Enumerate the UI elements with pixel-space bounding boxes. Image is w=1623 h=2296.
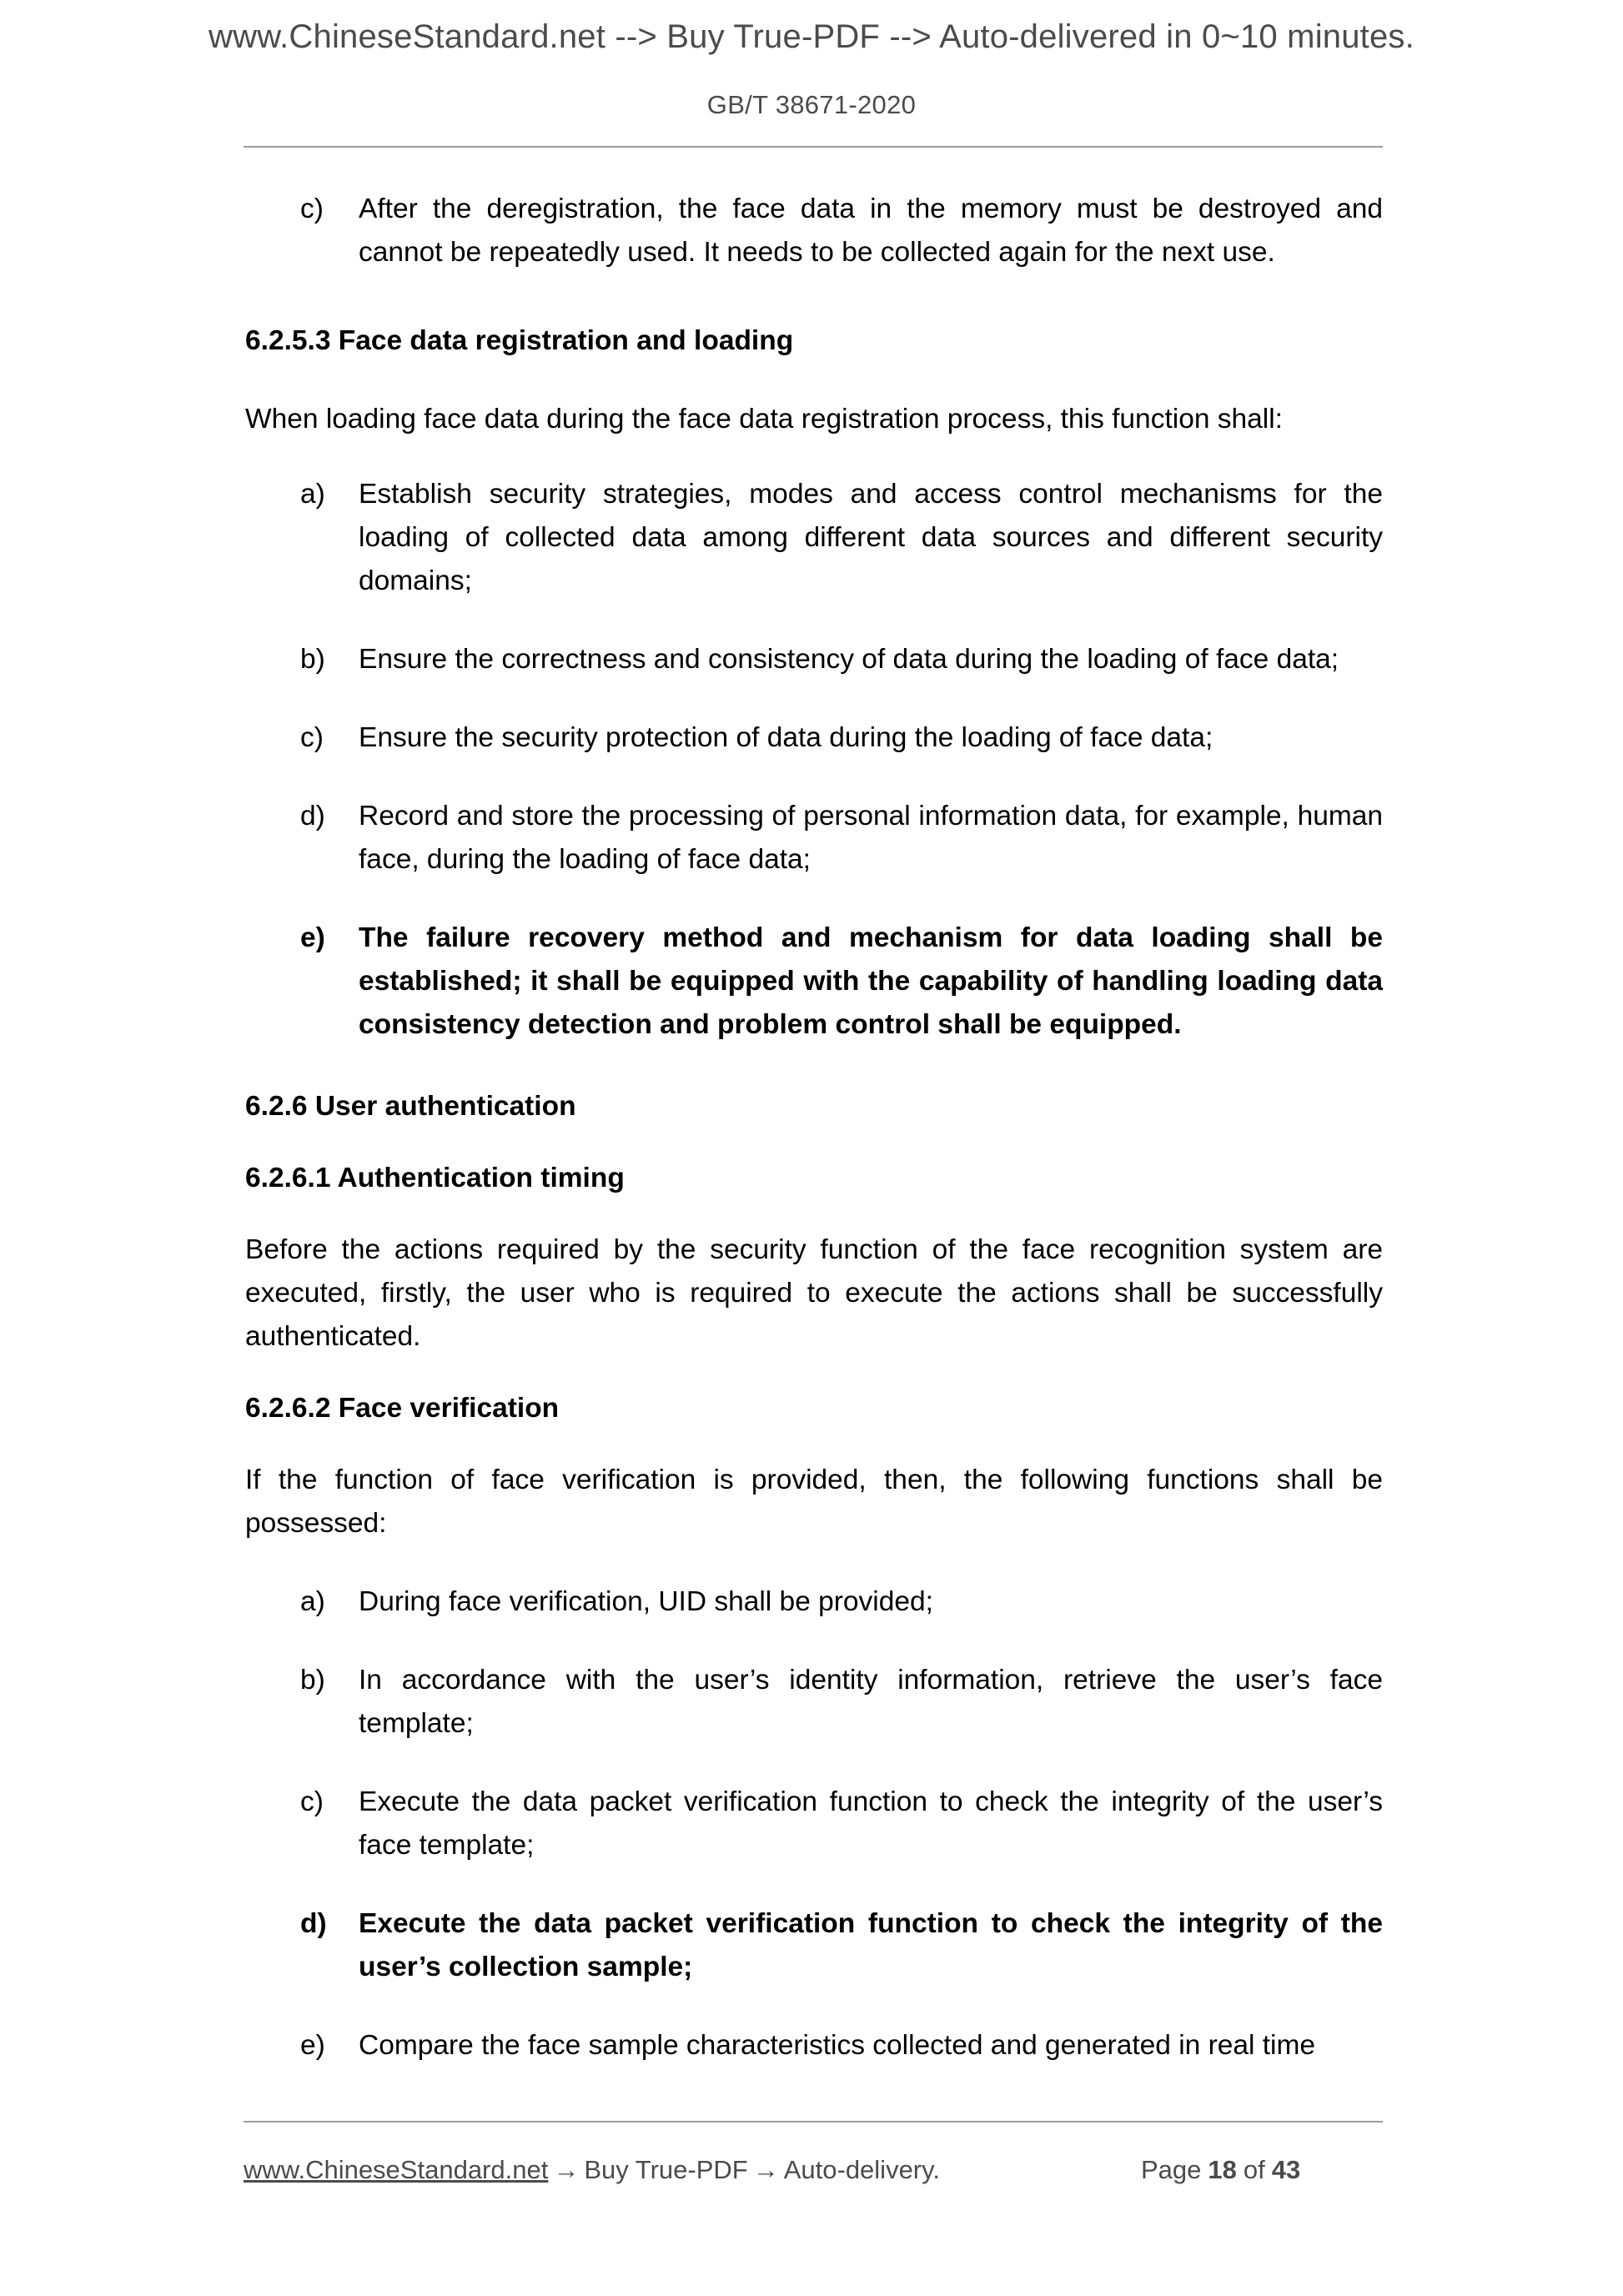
list-item-text: Record and store the processing of personal information data, for example, human face, during the loading of face data; [359,801,1383,875]
list-item-text: During face verification, UID shall be provided; [359,1586,933,1617]
footer-delivery-text: Auto-delivery. [783,2155,940,2184]
list-marker: b) [300,1665,325,1696]
arrow-right-icon: → [752,2155,779,2184]
page-content [245,188,1383,2067]
list-marker: e) [300,922,325,953]
list-6-2-6-2 [245,1580,1383,2067]
list-marker: d) [300,801,325,831]
list-item [245,2024,1383,2067]
list-6-2-5-3 [245,473,1383,1047]
list-item [245,1902,1383,1989]
heading-6-2-6-2: 6.2.6.2 Face verification [245,1393,560,1424]
promo-header-text: www.ChineseStandard.net --> Buy True-PDF --> Auto-delivered in 0~10 minutes. [209,18,1414,55]
list-marker: d) [300,1908,327,1939]
list-item-text: Execute the data packet verification function to check the integrity of the user’s face template; [359,1786,1383,1861]
footer-divider [244,2121,1383,2123]
list-item-text: The failure recovery method and mechanism for data loading shall be established; it shall be equipped with the capability of handling loading data consistency detection and problem control shall be equipped. [359,922,1383,1040]
list-marker: c) [300,1786,324,1817]
of-label: of [1243,2155,1265,2184]
list-item [245,473,1383,603]
heading-6-2-6-1: 6.2.6.1 Authentication timing [245,1163,625,1193]
list-marker: c) [300,722,324,753]
list-item [245,795,1383,882]
list-marker: a) [300,479,325,510]
list-item-text: Ensure the correctness and consistency of data during the loading of face data; [359,644,1339,675]
list-item [245,1659,1383,1746]
list-item-text: Execute the data packet verification function to check the integrity of the user’s collection sample; [359,1908,1383,1982]
list-item [245,638,1383,681]
continued-list [245,188,1383,274]
heading-6-2-5-3: 6.2.5.3 Face data registration and loading [245,325,794,356]
header-divider [244,146,1383,148]
list-item-text: Establish security strategies, modes and access control mechanisms for the loading of collected data among different data sources and different security domains; [359,479,1383,596]
list-item [245,917,1383,1047]
footer-buy-text: Buy True-PDF [584,2155,748,2184]
current-page-number: 18 [1208,2155,1237,2184]
heading-6-2-6: 6.2.6 User authentication [245,1091,576,1122]
arrow-right-icon: → [553,2155,580,2184]
paragraph-6-2-5-3-intro: When loading face data during the face data registration process, this function shall: [245,404,1283,435]
list-marker: b) [300,644,325,675]
page-number-info [1138,2150,1304,2190]
page-footer [244,2150,1383,2190]
list-item-text: After the deregistration, the face data in the memory must be destroyed and cannot be repeatedly used. It needs to be collected again for the next use. [359,193,1383,268]
list-item [245,188,1383,274]
paragraph-6-2-6-1: Before the actions required by the security function of the face recognition system are executed, firstly, the user who is required to execute the actions shall be successfully authenticated. [245,1234,1383,1352]
list-item [245,1580,1383,1624]
total-page-number: 43 [1271,2155,1301,2184]
list-marker: c) [300,193,324,224]
list-item-text: Compare the face sample characteristics collected and generated in real time [359,2030,1316,2061]
list-item-text: In accordance with the user’s identity information, retrieve the user’s face template; [359,1665,1383,1739]
list-marker: e) [300,2030,325,2061]
list-item [245,716,1383,760]
paragraph-6-2-6-2-intro: If the function of face verification is provided, then, the following functions shall be possessed: [245,1465,1383,1539]
list-marker: a) [300,1586,325,1617]
list-item-text: Ensure the security protection of data during the loading of face data; [359,722,1213,753]
document-standard-code: GB/T 38671-2020 [706,90,917,119]
footer-site-link[interactable]: www.ChineseStandard.net [244,2155,549,2184]
page-label: Page [1141,2155,1202,2184]
list-item [245,1781,1383,1867]
